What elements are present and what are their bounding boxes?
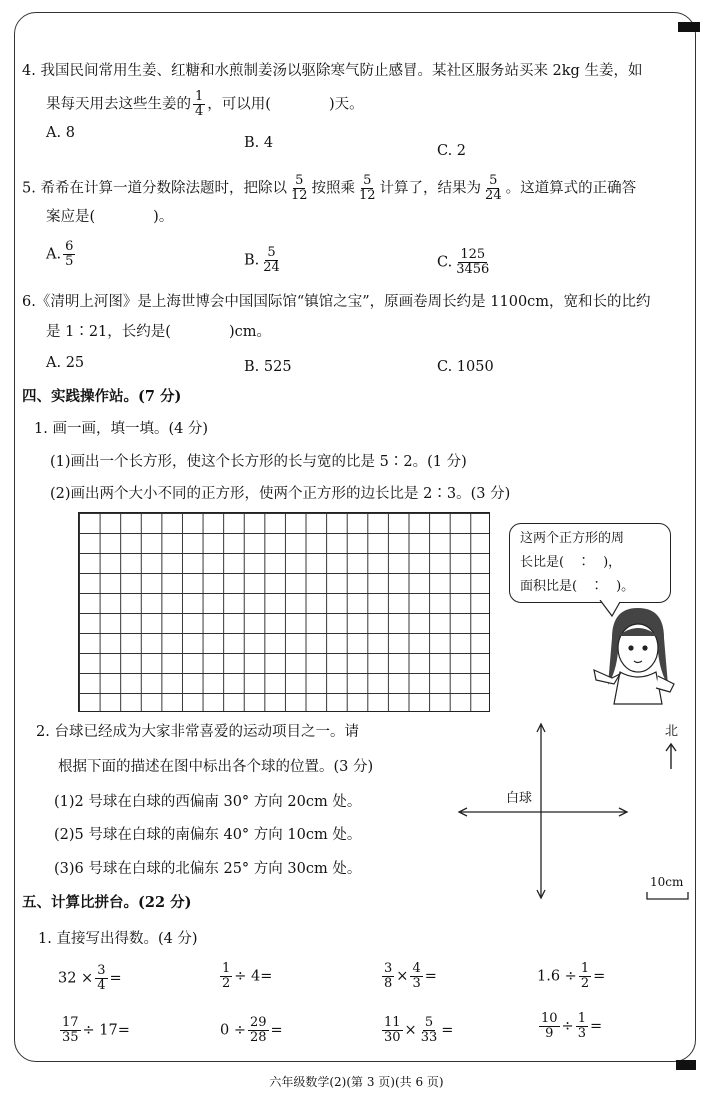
calc-expr-6[interactable] — [220, 1016, 283, 1045]
q5-a-fraction — [63, 240, 75, 269]
e1-post: = — [109, 970, 122, 987]
q5-a-den: 5 — [65, 254, 74, 269]
e8-a-den: 9 — [545, 1026, 554, 1041]
e7-b-num: 5 — [424, 1015, 434, 1030]
page-footer: 六年级数学(2)(第 3 页)(共 6 页) — [269, 1075, 444, 1089]
q5-b-den: 24 — [263, 260, 280, 275]
q5-option-b[interactable] — [244, 246, 284, 275]
bubble-line3[interactable]: 面积比是( ∶ )。 — [520, 579, 635, 594]
sec4-q1: 1. 画一画，填一填。(4 分) — [34, 421, 209, 437]
e8-fraction-a — [539, 1012, 560, 1041]
e6-fraction — [248, 1016, 269, 1045]
e3-fraction-a — [382, 962, 394, 991]
q4-line2-pre: 果每天用去这些生姜的 — [46, 96, 191, 113]
calc-expr-3[interactable] — [380, 962, 437, 991]
calc-expr-4[interactable] — [537, 962, 605, 991]
e1-den: 4 — [97, 978, 106, 993]
e1-fraction — [95, 964, 107, 993]
e8-op: ÷ — [561, 1018, 574, 1035]
corner-tab-bottom — [676, 1060, 696, 1070]
girl-illustration — [590, 600, 700, 705]
e3-b-den: 3 — [412, 976, 421, 991]
e3-op: × — [396, 968, 409, 985]
q5-frac3-den: 24 — [485, 188, 502, 203]
q5-line2: 案应是( )。 — [46, 209, 174, 225]
corner-tab-top — [678, 22, 700, 32]
white-ball-label: 白球 — [506, 791, 533, 806]
q6-option-c[interactable]: C. 1050 — [437, 359, 494, 375]
q5-line1 — [22, 174, 636, 203]
sec4-q2-1: (1)2 号球在白球的西偏南 30° 方向 20cm 处。 — [54, 794, 362, 810]
e5-num: 17 — [62, 1015, 79, 1030]
q5-mid1: 按照乘 — [311, 180, 355, 197]
q5-pre: 5. 希希在计算一道分数除法题时，把除以 — [22, 180, 287, 197]
e1-num: 3 — [97, 963, 106, 978]
q5-frac1 — [289, 174, 310, 203]
q5-c-fraction — [454, 248, 491, 277]
q5-frac1-den: 12 — [290, 188, 308, 203]
q5-c-label: C. — [437, 254, 453, 271]
e4-post: = — [593, 968, 606, 985]
q4-line2-post: ，可以用( )天。 — [207, 96, 364, 113]
e3-fraction-b — [410, 962, 422, 991]
e3-a-num: 3 — [384, 961, 393, 976]
e8-b-num: 1 — [577, 1011, 586, 1026]
q5-frac2-num: 5 — [363, 173, 372, 188]
e5-den: 35 — [62, 1030, 79, 1045]
e8-b-den: 3 — [577, 1026, 586, 1041]
calc-expr-8[interactable] — [537, 1012, 602, 1041]
drawing-grid[interactable] — [78, 512, 490, 712]
q5-option-a[interactable] — [46, 240, 77, 269]
e7-post: = — [441, 1022, 454, 1039]
e8-a-num: 10 — [541, 1011, 558, 1026]
scale-bar-icon — [645, 890, 691, 902]
e2-fraction — [220, 962, 232, 991]
north-label: 北 — [665, 724, 679, 739]
e3-a-den: 8 — [384, 976, 393, 991]
sec4-q2b: 根据下面的描述在图中标出各个球的位置。(3 分) — [58, 759, 374, 775]
e4-den: 2 — [580, 976, 590, 991]
bubble-line1: 这两个正方形的周 — [520, 531, 625, 546]
e6-num: 29 — [249, 1015, 267, 1030]
calc-expr-7[interactable] — [380, 1016, 453, 1045]
q5-b-num: 5 — [267, 245, 276, 260]
q5-c-den: 3456 — [456, 262, 490, 277]
q5-frac1-num: 5 — [295, 173, 304, 188]
q4-option-b[interactable]: B. 4 — [244, 135, 274, 151]
e7-a-den: 30 — [384, 1030, 401, 1045]
q6-line2: 是 1∶21，长约是( )cm。 — [46, 324, 271, 340]
compass-axes[interactable] — [455, 720, 635, 905]
e5-post: ÷ 17= — [82, 1022, 130, 1039]
e7-op: × — [404, 1022, 417, 1039]
scale-label: 10cm — [650, 875, 684, 889]
sec4-q1a: (1)画出一个长方形，使这个长方形的长与宽的比是 5∶2。(1 分) — [50, 454, 467, 470]
e4-pre: 1.6 ÷ — [537, 968, 577, 985]
q5-b-label: B. — [244, 252, 260, 269]
calc-expr-1[interactable] — [58, 964, 122, 993]
q6-option-b[interactable]: B. 525 — [244, 359, 292, 375]
e3-post: = — [424, 968, 437, 985]
q6-option-a[interactable]: A. 25 — [46, 355, 85, 371]
e7-b-den: 33 — [420, 1030, 438, 1045]
q4-fraction — [193, 90, 205, 119]
e7-a-num: 11 — [384, 1015, 401, 1030]
e5-fraction — [60, 1016, 81, 1045]
q4-option-c[interactable]: C. 2 — [437, 143, 467, 159]
q5-frac2-den: 12 — [359, 188, 376, 203]
e2-den: 2 — [222, 976, 231, 991]
e8-post: = — [589, 1018, 603, 1035]
e4-fraction — [579, 962, 591, 991]
calc-expr-5[interactable] — [58, 1016, 130, 1045]
q5-option-c[interactable] — [437, 248, 493, 277]
sec4-q2-3: (3)6 号球在白球的北偏东 25° 方向 30cm 处。 — [54, 861, 362, 877]
q4-frac-den: 4 — [195, 104, 204, 119]
section4-title: 四、实践操作站。(7 分) — [22, 388, 182, 405]
q4-option-a[interactable]: A. 8 — [46, 125, 75, 141]
q5-b-fraction — [261, 246, 282, 275]
q5-frac3 — [483, 174, 504, 203]
q4-frac-num: 1 — [195, 89, 204, 104]
e2-post: ÷ 4= — [234, 968, 273, 985]
e6-den: 28 — [249, 1030, 267, 1045]
q5-frac2 — [357, 174, 378, 203]
bubble-line2[interactable]: 长比是( ∶ )， — [520, 555, 622, 570]
e6-pre: 0 ÷ — [220, 1022, 246, 1039]
q4-line2 — [46, 90, 364, 119]
q5-c-num: 125 — [460, 247, 486, 262]
q6-line1: 6.《清明上河图》是上海世博会中国国际馆“镇馆之宝”，原画卷周长约是 1100cm，宽和长的比约 — [22, 294, 651, 310]
q4-line1: 4. 我国民间常用生姜、红糖和水煎制姜汤以驱除寒气防止感冒。某社区服务站买来 2kg 生姜，如 — [22, 63, 643, 79]
e2-num: 1 — [222, 961, 231, 976]
q5-frac3-num: 5 — [489, 173, 498, 188]
calc-expr-2[interactable] — [218, 962, 272, 991]
north-arrow-icon — [664, 742, 678, 770]
e3-b-num: 4 — [412, 961, 421, 976]
q5-a-num: 6 — [65, 239, 74, 254]
e7-fraction-b — [419, 1016, 440, 1045]
q5-mid2: 计算了，结果为 — [379, 180, 482, 197]
q5-post: 。这道算式的正确答 — [505, 180, 637, 197]
speech-bubble — [509, 523, 671, 603]
sec5-q1: 1. 直接写出得数。(4 分) — [38, 931, 198, 947]
e8-fraction-b — [576, 1012, 588, 1041]
e1-pre: 32 × — [58, 970, 94, 987]
sec4-q1b: (2)画出两个大小不同的正方形，使两个正方形的边长比是 2∶3。(3 分) — [50, 486, 511, 502]
e7-fraction-a — [382, 1016, 403, 1045]
q5-a-label: A. — [46, 246, 62, 263]
sec4-q2-2: (2)5 号球在白球的南偏东 40° 方向 10cm 处。 — [54, 827, 362, 843]
section5-title: 五、计算比拼台。(22 分) — [22, 894, 192, 911]
e6-post: = — [270, 1022, 283, 1039]
e4-num: 1 — [580, 961, 590, 976]
sec4-q2a: 2. 台球已经成为大家非常喜爱的运动项目之一。请 — [36, 724, 359, 740]
